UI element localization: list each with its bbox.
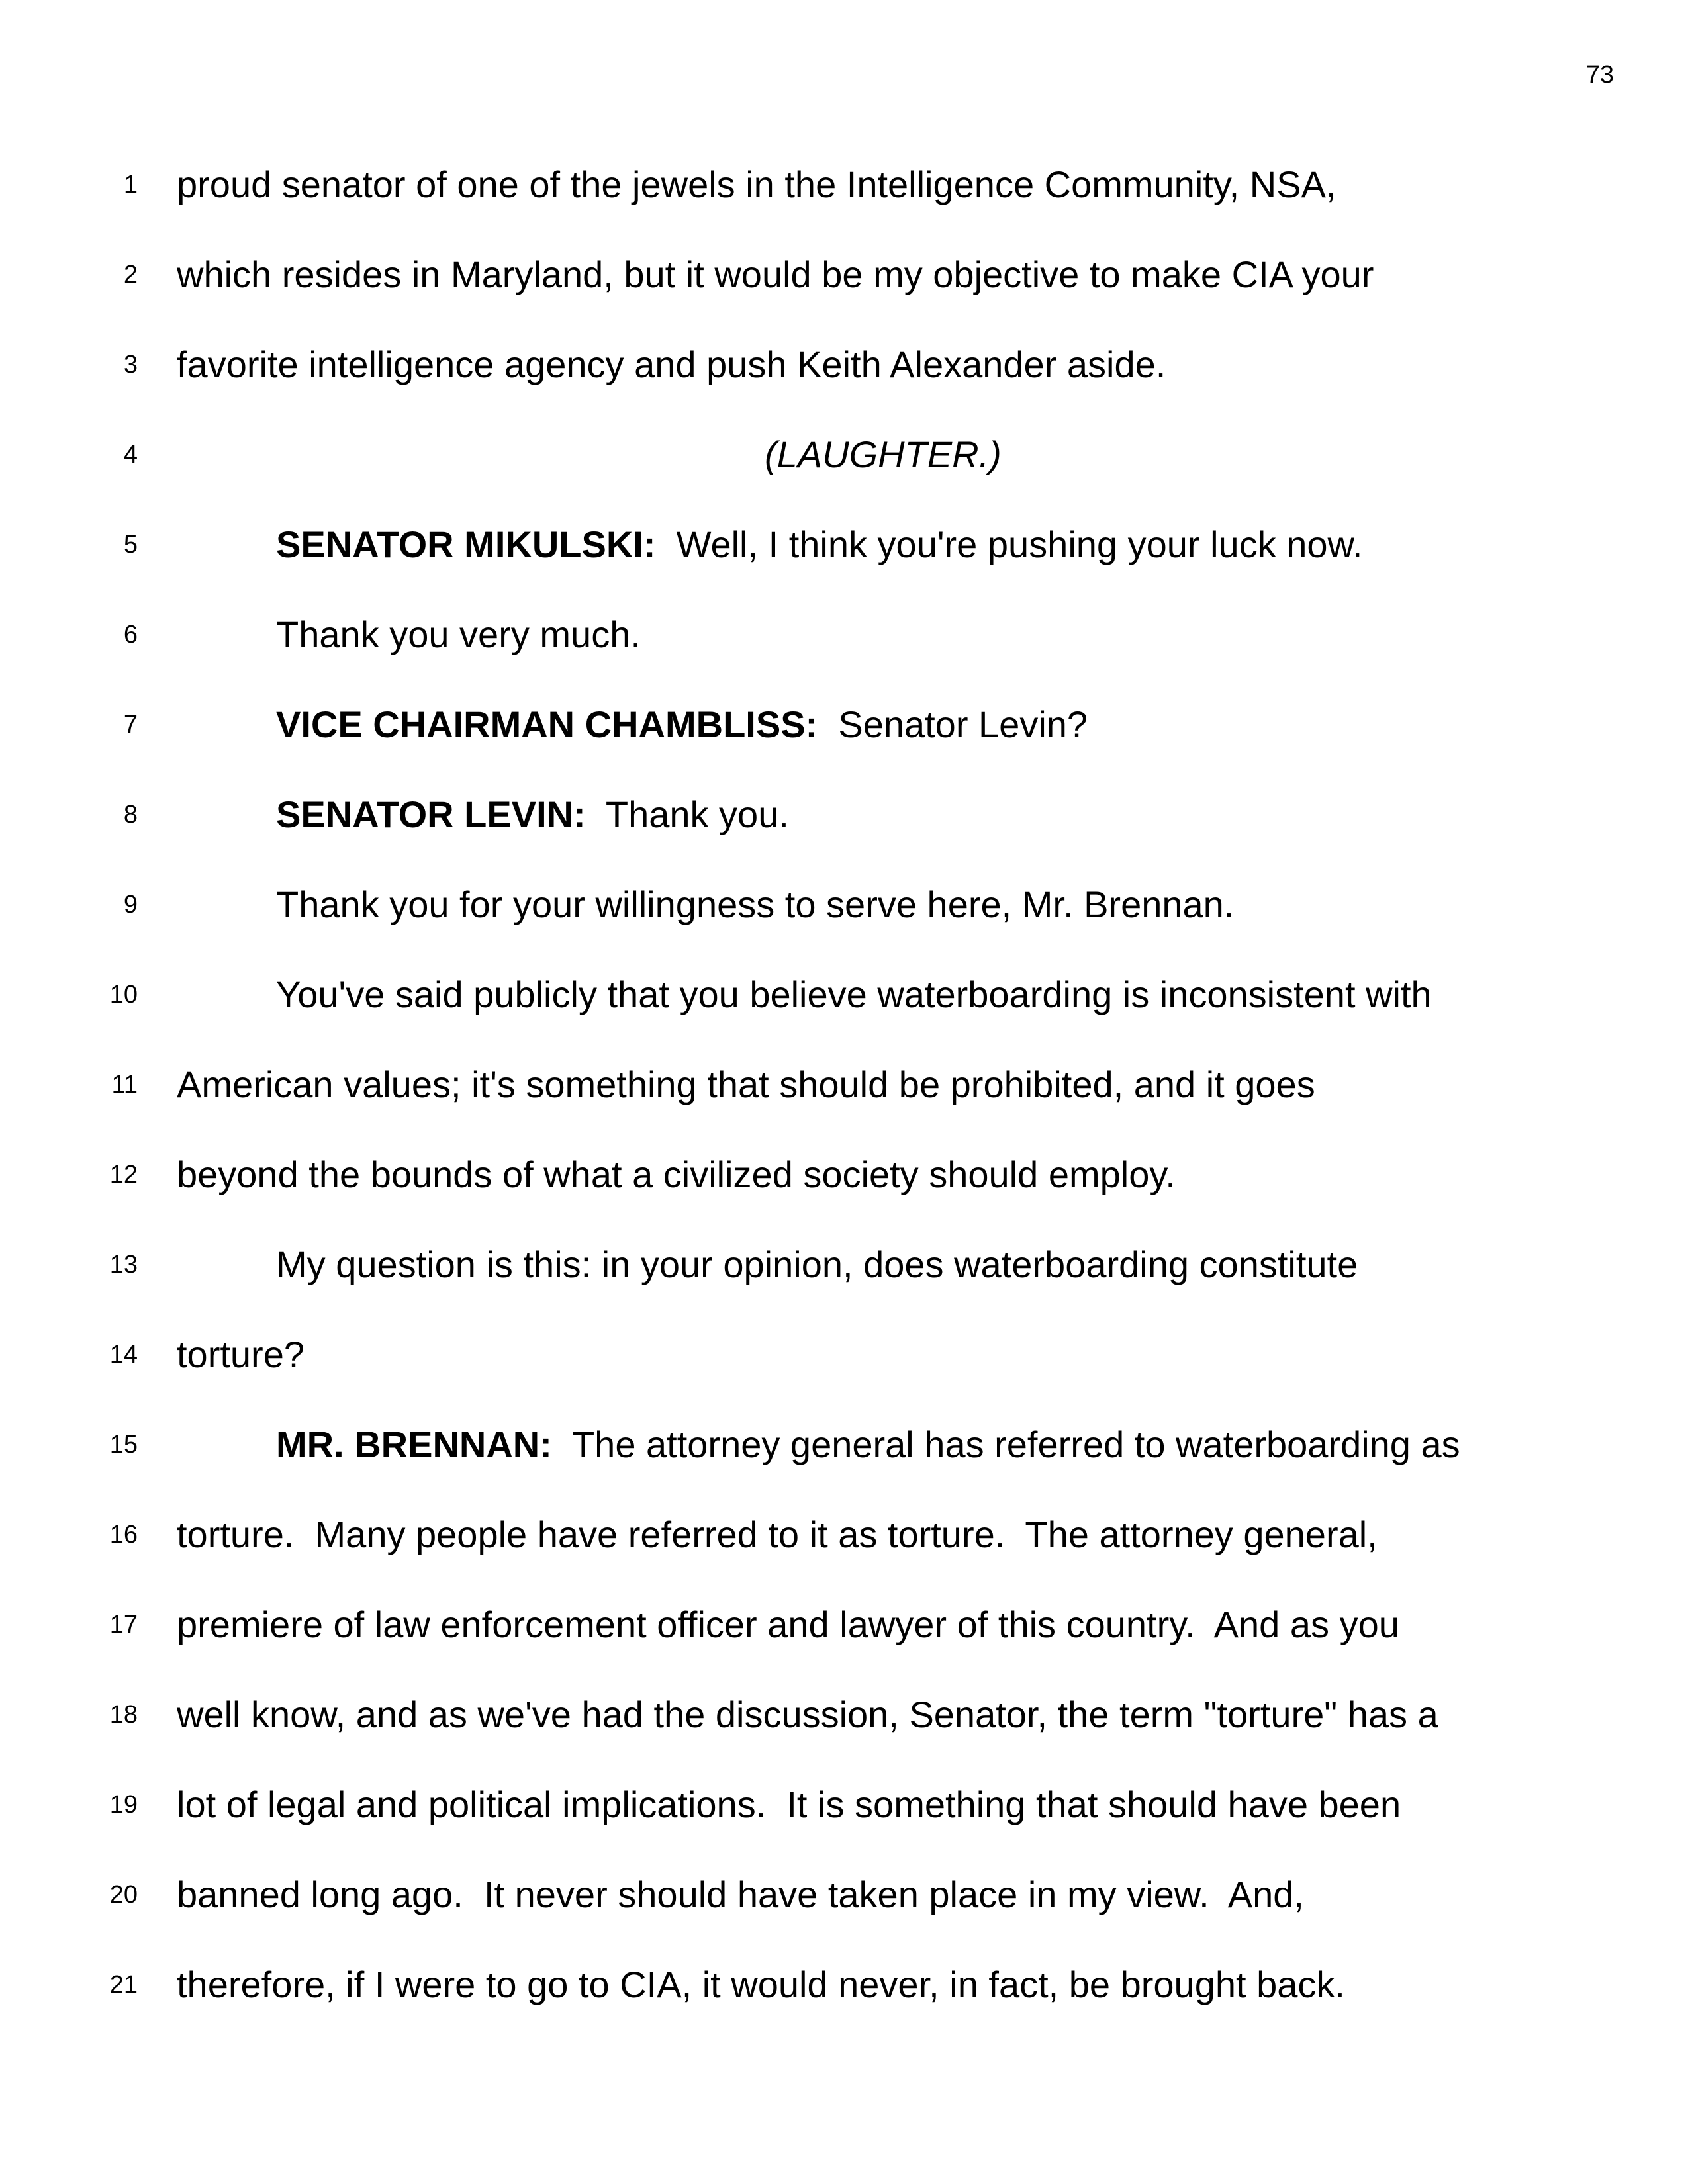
transcript-line <box>0 140 1688 230</box>
line-number: 12 <box>109 1161 138 1189</box>
line-text <box>276 1400 1460 1490</box>
transcript-line <box>0 1040 1688 1130</box>
spoken-text: Senator Levin? <box>818 704 1088 745</box>
line-number: 14 <box>109 1341 138 1369</box>
line-text <box>276 500 1362 590</box>
line-number: 5 <box>123 531 138 559</box>
line-text <box>177 1940 1345 2030</box>
line-number: 16 <box>109 1521 138 1549</box>
spoken-text: Thank you very much. <box>276 614 641 655</box>
page-number: 73 <box>1585 61 1614 89</box>
spoken-text: favorite intelligence agency and push Keith Alexander aside. <box>177 343 1166 385</box>
transcript-line <box>0 1850 1688 1940</box>
spoken-text: which resides in Maryland, but it would be my objective to make CIA your <box>177 253 1374 295</box>
line-number: 3 <box>123 351 138 379</box>
line-text <box>276 590 641 680</box>
line-text <box>177 1040 1315 1130</box>
line-number: 6 <box>123 621 138 649</box>
transcript-line <box>0 230 1688 320</box>
line-number: 8 <box>123 801 138 829</box>
line-text <box>276 1220 1358 1310</box>
line-number: 21 <box>109 1971 138 1999</box>
line-number: 20 <box>109 1881 138 1909</box>
line-text <box>177 1490 1378 1580</box>
line-number: 10 <box>109 981 138 1009</box>
line-text <box>177 320 1166 410</box>
line-number: 17 <box>109 1611 138 1639</box>
transcript-line <box>0 1310 1688 1400</box>
spoken-text: torture? <box>177 1334 305 1375</box>
transcript-line <box>0 950 1688 1040</box>
spoken-text: well know, and as we've had the discussion, Senator, the term "torture" has a <box>177 1694 1438 1735</box>
transcript-line <box>0 1220 1688 1310</box>
line-number: 7 <box>123 711 138 739</box>
transcript-line <box>0 1940 1688 2030</box>
line-number: 13 <box>109 1251 138 1279</box>
spoken-text: banned long ago. It never should have taken place in my view. And, <box>177 1874 1304 1915</box>
line-number: 18 <box>109 1701 138 1729</box>
transcript-body <box>0 140 1688 2030</box>
transcript-line <box>0 320 1688 410</box>
line-text <box>177 1580 1399 1670</box>
line-text <box>177 1130 1176 1220</box>
spoken-text: American values; it's something that should be prohibited, and it goes <box>177 1064 1315 1105</box>
line-text <box>177 1850 1304 1940</box>
spoken-text: (LAUGHTER.) <box>765 433 1002 475</box>
transcript-line <box>0 1670 1688 1760</box>
transcript-line <box>0 1760 1688 1850</box>
line-text <box>276 770 789 860</box>
line-text <box>765 410 1002 500</box>
line-text <box>276 860 1234 950</box>
spoken-text: proud senator of one of the jewels in the Intelligence Community, NSA, <box>177 163 1336 205</box>
speaker-name: SENATOR MIKULSKI: <box>276 523 656 565</box>
line-number: 15 <box>109 1431 138 1459</box>
spoken-text: Well, I think you're pushing your luck now. <box>655 523 1363 565</box>
line-text <box>276 950 1432 1040</box>
transcript-line <box>0 770 1688 860</box>
line-number: 2 <box>123 261 138 289</box>
line-text <box>177 1310 305 1400</box>
line-number: 9 <box>123 891 138 919</box>
spoken-text: premiere of law enforcement officer and lawyer of this country. And as you <box>177 1604 1399 1645</box>
spoken-text: Thank you. <box>585 794 789 835</box>
transcript-line <box>0 1130 1688 1220</box>
line-text <box>276 680 1088 770</box>
speaker-name: VICE CHAIRMAN CHAMBLISS: <box>276 704 818 745</box>
line-text <box>177 230 1374 320</box>
spoken-text: My question is this: in your opinion, does waterboarding constitute <box>276 1244 1358 1285</box>
speaker-name: SENATOR LEVIN: <box>276 794 586 835</box>
line-number: 19 <box>109 1791 138 1819</box>
line-number: 1 <box>123 171 138 199</box>
spoken-text: You've said publicly that you believe waterboarding is inconsistent with <box>276 974 1432 1015</box>
spoken-text: beyond the bounds of what a civilized society should employ. <box>177 1154 1176 1195</box>
line-text <box>177 1670 1438 1760</box>
speaker-name: MR. BRENNAN: <box>276 1424 552 1465</box>
line-number: 4 <box>123 441 138 469</box>
spoken-text: lot of legal and political implications. It is something that should have been <box>177 1784 1401 1825</box>
transcript-line <box>0 500 1688 590</box>
transcript-line <box>0 680 1688 770</box>
transcript-line <box>0 860 1688 950</box>
spoken-text: torture. Many people have referred to it as torture. The attorney general, <box>177 1514 1378 1555</box>
line-number: 11 <box>111 1071 138 1099</box>
spoken-text: therefore, if I were to go to CIA, it would never, in fact, be brought back. <box>177 1964 1345 2005</box>
transcript-line <box>0 1580 1688 1670</box>
transcript-line <box>0 410 1688 500</box>
spoken-text: The attorney general has referred to waterboarding as <box>551 1424 1460 1465</box>
transcript-line <box>0 590 1688 680</box>
spoken-text: Thank you for your willingness to serve here, Mr. Brennan. <box>276 884 1235 925</box>
line-text <box>177 1760 1401 1850</box>
transcript-line <box>0 1400 1688 1490</box>
transcript-line <box>0 1490 1688 1580</box>
line-text <box>177 140 1336 230</box>
